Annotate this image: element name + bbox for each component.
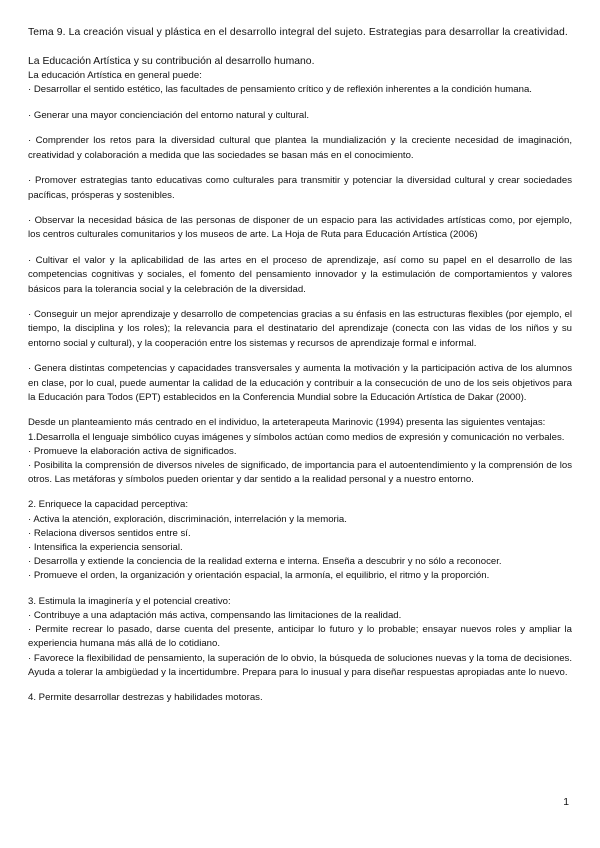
document-title: Tema 9. La creación visual y plástica en el desarrollo integral del sujeto. Estrategias para desarrollar la creatividad. xyxy=(28,27,568,38)
advantage-item: · Posibilita la comprensión de diversos niveles de significado, de importancia para el autoentendimiento y la comprensión de los otros. Las metáforas y símbolos pueden orientar y dar sentido a la realidad personal y a nuestro entorno. xyxy=(28,460,572,486)
benefit-item: · Comprender los retos para la diversidad cultural que plantea la mundialización y la creciente necesidad de imaginación, creatividad y colaboración a medida que las sociedades se basan más en el conocimiento. xyxy=(28,135,572,161)
advantage-item: · Intensifica la experiencia sensorial. xyxy=(28,542,183,554)
marinovic-intro: Desde un planteamiento más centrado en el individuo, la arteterapeuta Marinovic (1994) presenta las siguientes ventajas: xyxy=(28,417,546,429)
benefit-item: · Generar una mayor concienciación del entorno natural y cultural. xyxy=(28,109,310,121)
advantage-item: · Contribuye a una adaptación más activa, compensando las limitaciones de la realidad. xyxy=(28,609,402,621)
benefit-item: · Conseguir un mejor aprendizaje y desarrollo de competencias gracias a su énfasis en las estructuras flexibles (por ejemplo, el tiempo, la disciplina y los roles); la relevancia para el destinatario del aprendizaje (conecta con las vidas de los niños y su entorno social y cultural), y la cooperación entre los sistemas y recursos de aprendizaje formal e informal. xyxy=(28,309,572,349)
advantage-item: · Favorece la flexibilidad de pensamiento, la superación de lo obvio, la búsqueda de soluciones nuevas y la toma de decisiones. Ayuda a tolerar la ambigüedad y la incertidumbre. Prepara para lo inusual y para diseñar respuestas apropiadas ante lo nuevo. xyxy=(28,652,572,678)
benefit-item: · Genera distintas competencias y capacidades transversales y aumenta la motivación y la participación activa de los alumnos en clase, por lo cual, puede aumentar la calidad de la educación y contribuir a la consecución de uno de los seis objetivos para la Educación para Todos (EPT) establecidos en la Conferencia Mundial sobre la Educación Artística de Dakar (2000). xyxy=(28,363,572,403)
advantage-heading: 1.Desarrolla el lenguaje simbólico cuyas imágenes y símbolos actúan como medios de expresión y comunicación no verbales. xyxy=(28,431,565,443)
advantage-item: · Activa la atención, exploración, discriminación, interrelación y la memoria. xyxy=(28,513,347,525)
advantage-block xyxy=(28,691,572,705)
advantage-item: · Desarrolla y extiende la conciencia de la realidad externa e interna. Enseña a descubrir y no sólo a reconocer. xyxy=(28,556,502,568)
benefit-item: · Cultivar el valor y la aplicabilidad de las artes en el proceso de aprendizaje, así como su papel en el desarrollo de las competencias cognitivas y sociales, el fomento del pensamiento innovador y la estimulación de comportamientos y valores básicos para la tolerancia social y la celebración de la diversidad. xyxy=(28,255,572,295)
advantage-item: · Promueve el orden, la organización y orientación espacial, la armonía, el equilibrio, el ritmo y la proporción. xyxy=(28,570,490,582)
advantage-item: · Relaciona diversos sentidos entre sí. xyxy=(28,527,191,539)
advantage-block xyxy=(28,498,572,583)
advantage-heading: 3. Estimula la imaginería y el potencial creativo: xyxy=(28,595,231,607)
benefit-item: · Observar la necesidad básica de las personas de disponer de un espacio para las actividades artísticas como, por ejemplo, los centros culturales comunitarios y los museos de arte. La Hoja de Ruta para Educación Artística (2006) xyxy=(28,215,572,241)
advantage-heading: 4. Permite desarrollar destrezas y habilidades motoras. xyxy=(28,691,263,703)
advantage-block xyxy=(28,595,572,680)
benefit-item: · Promover estrategias tanto educativas como culturales para transmitir y potenciar la diversidad cultural y crear sociedades pacíficas, prósperas y sostenibles. xyxy=(28,175,572,201)
advantage-item: · Permite recrear lo pasado, darse cuenta del presente, anticipar lo futuro y lo probable; ensayar nuevos roles y ampliar la experiencia humana más allá de lo cotidiano. xyxy=(28,624,572,650)
intro-text: La educación Artística en general puede: xyxy=(28,69,202,81)
section-heading: La Educación Artística y su contribución al desarrollo humano. xyxy=(28,55,315,67)
advantage-item: · Promueve la elaboración activa de significados. xyxy=(28,445,237,457)
advantage-heading: 2. Enriquece la capacidad perceptiva: xyxy=(28,499,188,511)
advantage-block xyxy=(28,431,572,488)
document-page xyxy=(28,26,572,716)
page-number: 1 xyxy=(563,797,569,808)
benefit-item: · Desarrollar el sentido estético, las facultades de pensamiento crítico y de reflexión inherentes a la condición humana. xyxy=(28,84,532,95)
